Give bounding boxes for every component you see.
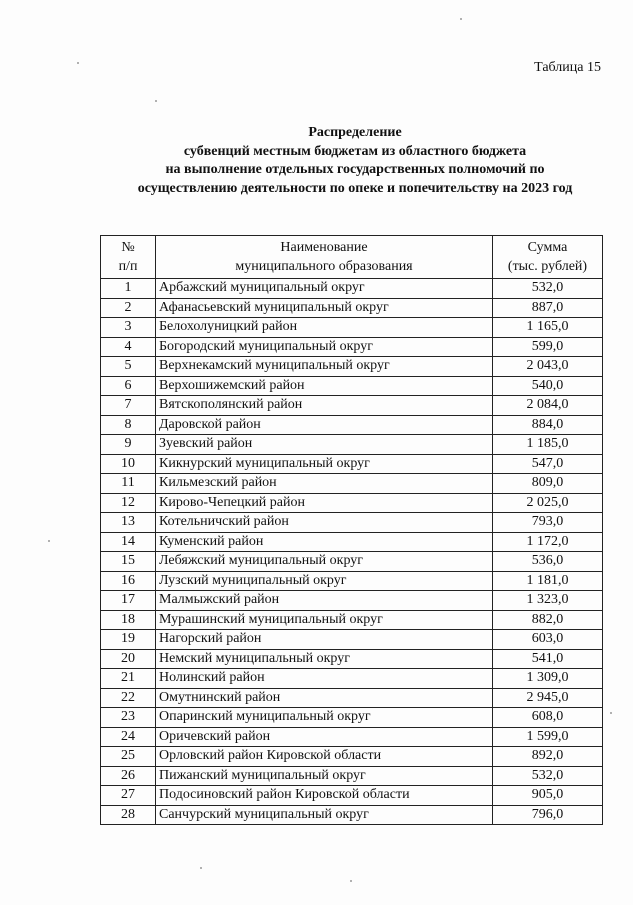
municipality-name: Кирово-Чепецкий район [156,493,493,513]
table-row [101,415,603,435]
table-row [101,727,603,747]
subvention-table [100,235,603,825]
table-row [101,454,603,474]
municipality-name: Лебяжский муниципальный округ [156,552,493,572]
table-row [101,708,603,728]
municipality-name: Вятскополянский район [156,396,493,416]
row-number: 20 [101,649,156,669]
row-number: 16 [101,571,156,591]
table-row [101,571,603,591]
row-number: 15 [101,552,156,572]
municipality-name: Афанасьевский муниципальный округ [156,298,493,318]
row-number: 10 [101,454,156,474]
scan-speck [200,867,202,869]
municipality-name: Кикнурский муниципальный округ [156,454,493,474]
municipality-name: Арбажский муниципальный округ [156,279,493,299]
row-number: 22 [101,688,156,708]
scan-speck [77,62,79,64]
heading-line-4: осуществлению деятельности по опеке и попечительству на 2023 год [137,180,573,196]
row-number: 24 [101,727,156,747]
municipality-name: Орловский район Кировской области [156,747,493,767]
municipality-name: Кильмезский район [156,474,493,494]
table-row [101,376,603,396]
table-row [101,786,603,806]
amount-value: 603,0 [493,630,603,650]
amount-value: 809,0 [493,474,603,494]
row-number: 2 [101,298,156,318]
amount-value: 905,0 [493,786,603,806]
municipality-name: Богородский муниципальный округ [156,337,493,357]
document-heading [60,124,633,198]
row-number: 21 [101,669,156,689]
table-row [101,357,603,377]
amount-value: 1 181,0 [493,571,603,591]
row-number: 1 [101,279,156,299]
table-number: Таблица 15 [534,60,601,75]
municipality-name: Белохолуницкий район [156,318,493,338]
amount-value: 532,0 [493,766,603,786]
municipality-name: Оричевский район [156,727,493,747]
row-number: 11 [101,474,156,494]
municipality-name: Верхошижемский район [156,376,493,396]
scan-speck [610,712,612,714]
table-row [101,669,603,689]
amount-value: 608,0 [493,708,603,728]
scan-speck [460,18,462,20]
table-row [101,805,603,825]
table-row [101,279,603,299]
row-number: 23 [101,708,156,728]
row-number: 9 [101,435,156,455]
municipality-name: Нагорский район [156,630,493,650]
municipality-name: Зуевский район [156,435,493,455]
row-number: 14 [101,532,156,552]
header-amount: Сумма (тыс. рублей) [493,236,603,279]
table-body [101,279,603,825]
municipality-name: Малмыжский район [156,591,493,611]
municipality-name: Опаринский муниципальный округ [156,708,493,728]
row-number: 3 [101,318,156,338]
table-header-row [101,236,603,279]
table-row [101,532,603,552]
amount-value: 882,0 [493,610,603,630]
amount-value: 1 185,0 [493,435,603,455]
table-row [101,552,603,572]
header-number: № п/п [101,236,156,279]
scan-speck [155,100,157,102]
municipality-name: Пижанский муниципальный округ [156,766,493,786]
table-row [101,688,603,708]
row-number: 13 [101,513,156,533]
municipality-name: Куменский район [156,532,493,552]
row-number: 5 [101,357,156,377]
row-number: 4 [101,337,156,357]
header-municipality: Наименование муниципального образования [156,236,493,279]
municipality-name: Мурашинский муниципальный округ [156,610,493,630]
table-row [101,649,603,669]
amount-value: 541,0 [493,649,603,669]
municipality-name: Подосиновский район Кировской области [156,786,493,806]
row-number: 26 [101,766,156,786]
table-row [101,298,603,318]
amount-value: 2 084,0 [493,396,603,416]
amount-value: 1 599,0 [493,727,603,747]
municipality-name: Омутнинский район [156,688,493,708]
heading-line-2: субвенций местным бюджетам из областного бюджета [183,143,527,159]
amount-value: 540,0 [493,376,603,396]
amount-value: 887,0 [493,298,603,318]
table-row [101,396,603,416]
amount-value: 532,0 [493,279,603,299]
row-number: 18 [101,610,156,630]
municipality-name: Даровской район [156,415,493,435]
row-number: 7 [101,396,156,416]
table-row [101,474,603,494]
row-number: 28 [101,805,156,825]
table-row [101,318,603,338]
amount-value: 1 309,0 [493,669,603,689]
municipality-name: Котельничский район [156,513,493,533]
table-row [101,493,603,513]
amount-value: 1 172,0 [493,532,603,552]
row-number: 17 [101,591,156,611]
amount-value: 2 025,0 [493,493,603,513]
amount-value: 892,0 [493,747,603,767]
amount-value: 547,0 [493,454,603,474]
row-number: 6 [101,376,156,396]
amount-value: 1 165,0 [493,318,603,338]
municipality-name: Немский муниципальный округ [156,649,493,669]
amount-value: 599,0 [493,337,603,357]
row-number: 25 [101,747,156,767]
amount-value: 1 323,0 [493,591,603,611]
table-row [101,747,603,767]
amount-value: 2 043,0 [493,357,603,377]
table-row [101,513,603,533]
heading-line-1: Распределение [308,125,402,140]
table-row [101,610,603,630]
amount-value: 793,0 [493,513,603,533]
table-row [101,766,603,786]
table-row [101,337,603,357]
row-number: 19 [101,630,156,650]
table-row [101,591,603,611]
municipality-name: Нолинский район [156,669,493,689]
scan-speck [350,880,352,882]
table-row [101,435,603,455]
table-row [101,630,603,650]
municipality-name: Санчурский муниципальный округ [156,805,493,825]
scan-speck [48,540,50,542]
row-number: 12 [101,493,156,513]
row-number: 8 [101,415,156,435]
heading-line-3: на выполнение отдельных государственных полномочий по [165,162,545,177]
amount-value: 536,0 [493,552,603,572]
municipality-name: Лузский муниципальный округ [156,571,493,591]
amount-value: 2 945,0 [493,688,603,708]
row-number: 27 [101,786,156,806]
municipality-name: Верхнекамский муниципальный округ [156,357,493,377]
amount-value: 884,0 [493,415,603,435]
amount-value: 796,0 [493,805,603,825]
